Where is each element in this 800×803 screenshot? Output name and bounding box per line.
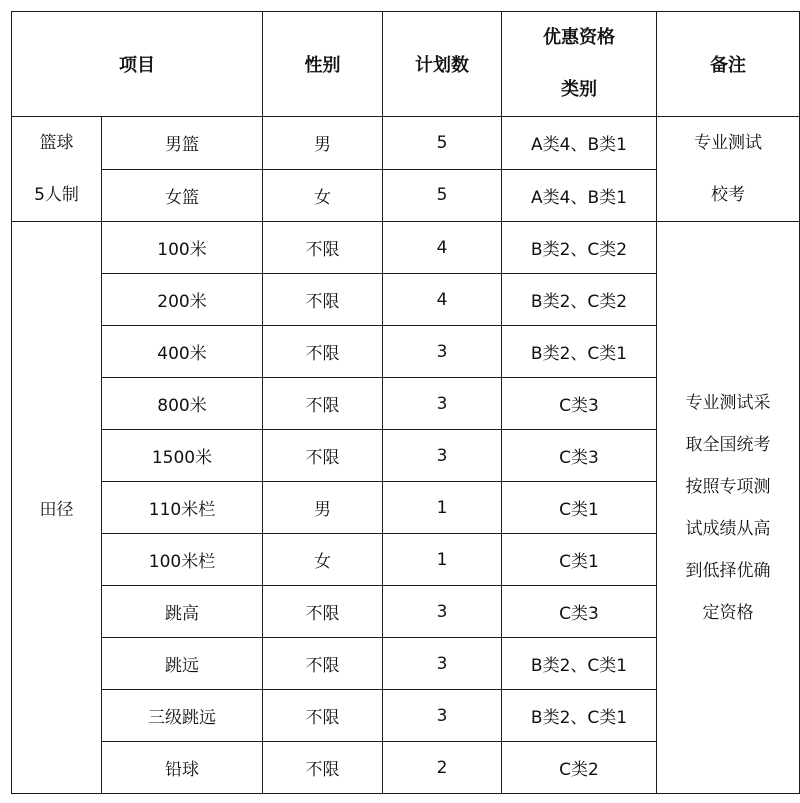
cell-gender: 不限 [263, 378, 383, 430]
cell-item: 跳高 [102, 586, 263, 638]
cell-qualification: B类2、C类1 [502, 326, 657, 378]
cell-plan: 1 [383, 534, 502, 586]
header-row [12, 12, 800, 117]
header-note: 备注 [657, 12, 800, 117]
cell-item: 100米 [102, 222, 263, 274]
cell-gender: 不限 [263, 638, 383, 690]
cell-gender: 不限 [263, 586, 383, 638]
cell-qualification: B类2、C类1 [502, 690, 657, 742]
cell-item: 男篮 [102, 117, 263, 170]
cell-item: 三级跳远 [102, 690, 263, 742]
cell-item: 跳远 [102, 638, 263, 690]
cell-qualification: C类3 [502, 586, 657, 638]
cell-plan: 5 [383, 117, 502, 170]
cell-qualification: B类2、C类2 [502, 274, 657, 326]
note-line: 试成绩从高 [685, 518, 771, 539]
cell-gender: 不限 [263, 742, 383, 794]
note-line: 到低择优确 [685, 560, 771, 581]
cell-gender: 不限 [263, 274, 383, 326]
cell-gender: 不限 [263, 690, 383, 742]
cell-item: 铅球 [102, 742, 263, 794]
cell-gender: 不限 [263, 430, 383, 482]
note-line: 定资格 [702, 602, 754, 623]
cell-plan: 3 [383, 378, 502, 430]
note-basketball [657, 117, 800, 222]
note-track-field [657, 222, 800, 794]
note-line: 专业测试 [694, 133, 762, 153]
cell-item: 女篮 [102, 169, 263, 222]
cell-qualification: A类4、B类1 [502, 117, 657, 170]
cell-plan: 3 [383, 430, 502, 482]
category-track-field: 田径 [12, 222, 102, 794]
cell-qualification: C类2 [502, 742, 657, 794]
quota-table [11, 11, 800, 794]
cell-qualification: A类4、B类1 [502, 169, 657, 222]
table-row [12, 222, 800, 274]
cell-plan: 4 [383, 274, 502, 326]
cell-gender: 男 [263, 482, 383, 534]
cell-item: 1500米 [102, 430, 263, 482]
header-qualification [502, 12, 657, 117]
cell-gender: 不限 [263, 326, 383, 378]
cell-plan: 4 [383, 222, 502, 274]
table-row [12, 117, 800, 170]
cell-plan: 3 [383, 326, 502, 378]
cell-item: 110米栏 [102, 482, 263, 534]
header-gender: 性别 [263, 12, 383, 117]
cell-qualification: B类2、C类2 [502, 222, 657, 274]
cell-qualification: C类3 [502, 430, 657, 482]
category-line: 篮球 [39, 133, 74, 153]
cell-item: 400米 [102, 326, 263, 378]
cell-qualification: B类2、C类1 [502, 638, 657, 690]
cell-plan: 3 [383, 586, 502, 638]
cell-item: 800米 [102, 378, 263, 430]
cell-plan: 3 [383, 638, 502, 690]
cell-gender: 男 [263, 117, 383, 170]
category-basketball [12, 117, 102, 222]
note-line: 按照专项测 [685, 476, 771, 497]
header-qualification-line1: 优惠资格 [543, 27, 615, 48]
cell-plan: 5 [383, 169, 502, 222]
note-line: 取全国统考 [685, 434, 771, 455]
header-qualification-line2: 类别 [561, 79, 597, 100]
header-item: 项目 [12, 12, 263, 117]
cell-gender: 不限 [263, 222, 383, 274]
cell-plan: 1 [383, 482, 502, 534]
cell-qualification: C类3 [502, 378, 657, 430]
cell-gender: 女 [263, 169, 383, 222]
category-line: 5人制 [34, 185, 79, 205]
header-plan: 计划数 [383, 12, 502, 117]
cell-item: 100米栏 [102, 534, 263, 586]
note-line: 校考 [711, 185, 745, 205]
cell-plan: 2 [383, 742, 502, 794]
cell-qualification: C类1 [502, 534, 657, 586]
cell-plan: 3 [383, 690, 502, 742]
cell-item: 200米 [102, 274, 263, 326]
cell-qualification: C类1 [502, 482, 657, 534]
cell-gender: 女 [263, 534, 383, 586]
note-line: 专业测试采 [685, 392, 771, 413]
